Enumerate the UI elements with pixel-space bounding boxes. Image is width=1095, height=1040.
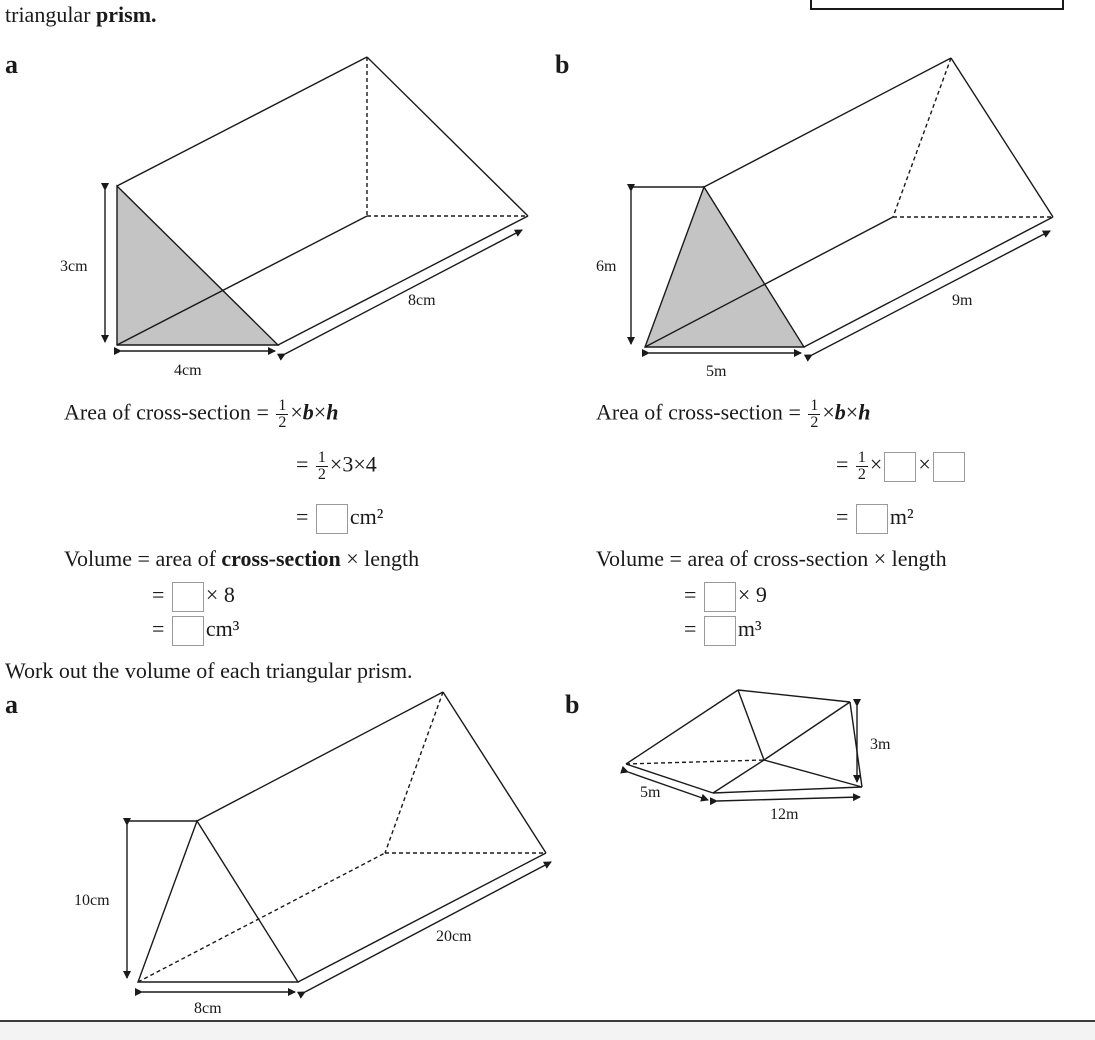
dim-length-q2a: 20cm (436, 928, 472, 945)
bottom-edge-bar (0, 1020, 1095, 1040)
dim-base-q2b: 5m (640, 784, 661, 801)
prism-q2a (127, 692, 551, 992)
dim-height-q2b: 3m (870, 736, 891, 753)
part-label-q1a: a (5, 50, 18, 79)
area-substitution-q1b: = $\frac{1}{2}$ × × (836, 450, 967, 483)
dim-length-q1b: 9m (952, 292, 973, 309)
area-substitution-q1a: = $\frac{1}{2}$ ×3×4 (296, 449, 377, 483)
volume-step-q1a: = × 8 (152, 582, 235, 612)
dim-length-q2b: 12m (770, 806, 799, 823)
volume-step-q1b: = × 9 (684, 582, 767, 612)
answer-box-volume-q1b[interactable] (704, 616, 736, 646)
answer-box-area-q1b[interactable] (856, 504, 888, 534)
dim-height-q1b: 6m (596, 258, 617, 275)
answer-box-volume-q1a[interactable] (172, 616, 204, 646)
q2-instruction: Work out the volume of each triangular prism. (5, 658, 413, 683)
answer-box-base-q1b[interactable] (884, 452, 916, 482)
cross-section-q2a (138, 821, 298, 982)
answer-box-height-q1b[interactable] (933, 452, 965, 482)
answer-box-area-reuse-q1b[interactable] (704, 582, 736, 612)
intro-text: triangular prism. (5, 2, 157, 27)
prism-q2b (626, 690, 862, 801)
answer-box-area-q1a[interactable] (316, 504, 348, 534)
prism-q1a (105, 57, 528, 354)
answer-box-area-reuse-q1a[interactable] (172, 582, 204, 612)
part-label-q1b: b (555, 50, 570, 79)
dim-height-q1a: 3cm (60, 258, 88, 275)
cross-section-q1a (117, 186, 278, 345)
part-label-q2b: b (565, 690, 580, 719)
area-result-q1a: = cm² (296, 504, 383, 534)
prism-q1b (631, 58, 1053, 355)
volume-formula-q1a: Volume = area of cross-section × length (64, 546, 420, 571)
volume-result-q1a: = cm³ (152, 616, 239, 646)
area-formula-q1b: Area of cross-section = $\frac{1}{2}$ ×b×h (596, 397, 871, 431)
cross-section-q1b (645, 187, 804, 347)
dim-base-q2a: 8cm (194, 1000, 222, 1017)
dim-base-q1a: 4cm (174, 362, 202, 379)
dim-base-q1b: 5m (706, 363, 727, 380)
volume-result-q1b: = m³ (684, 616, 762, 646)
volume-formula-q1b: Volume = area of cross-section × length (596, 546, 947, 571)
dim-length-q1a: 8cm (408, 292, 436, 309)
area-result-q1b: = m² (836, 504, 914, 534)
dim-height-q2a: 10cm (74, 892, 110, 909)
part-label-q2a: a (5, 690, 18, 719)
half-fraction: $\frac{1}{2}$ (278, 397, 287, 431)
area-formula-q1a: Area of cross-section = $\frac{1}{2}$ ×b×h (64, 397, 339, 431)
